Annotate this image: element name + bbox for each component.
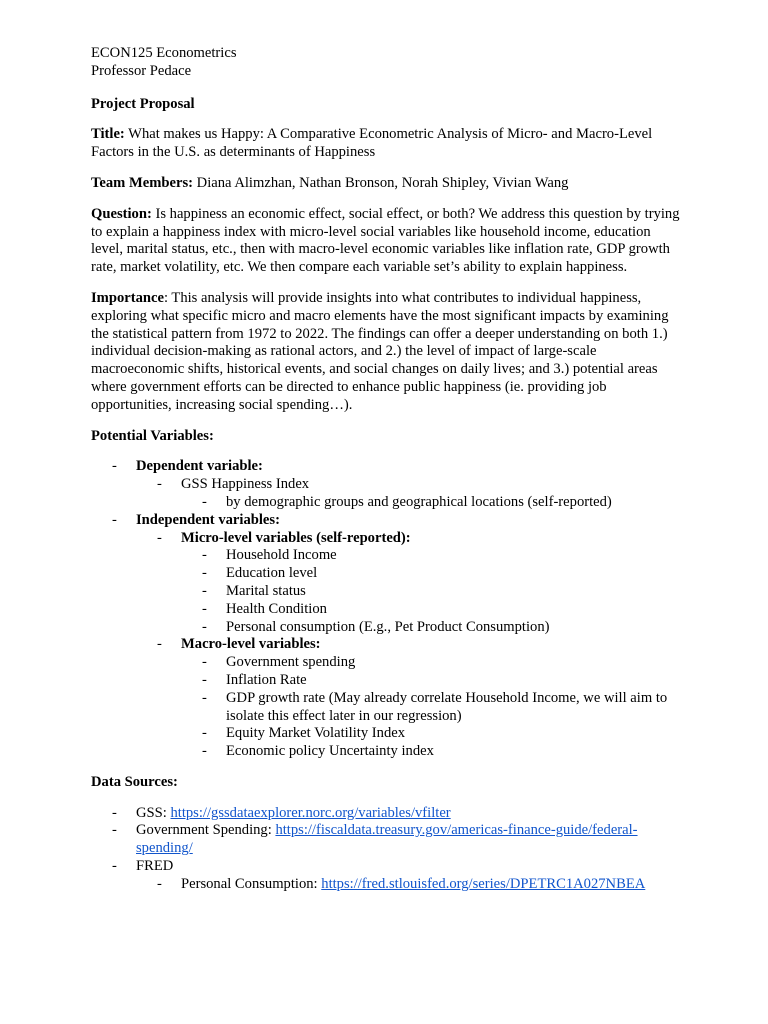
- question-label: Question:: [91, 205, 152, 222]
- list-item: [91, 458, 681, 476]
- micro-item: Marital status: [226, 582, 306, 599]
- professor-name: Professor Pedace: [91, 62, 192, 79]
- variables-heading: Potential Variables:: [91, 427, 214, 444]
- list-item: [91, 636, 681, 654]
- bullet-dash: -: [202, 743, 207, 760]
- team-paragraph: [91, 175, 681, 193]
- micro-item: Household Income: [226, 547, 337, 564]
- importance-label: Importance: [91, 289, 164, 306]
- list-item: [91, 476, 681, 494]
- list-item: [91, 690, 681, 726]
- bullet-dash: -: [202, 547, 207, 564]
- bullet-dash: -: [112, 822, 117, 839]
- list-item: [91, 725, 681, 743]
- macro-item: Government spending: [226, 654, 356, 671]
- bullet-dash: -: [202, 725, 207, 742]
- list-item: [91, 805, 681, 823]
- list-item: [91, 583, 681, 601]
- list-item: [91, 858, 681, 876]
- bullet-dash: -: [112, 511, 117, 528]
- bullet-dash: -: [157, 636, 162, 653]
- macro-item: Economic policy Uncertainty index: [226, 743, 434, 760]
- title-label: Title:: [91, 126, 125, 143]
- macro-item: Equity Market Volatility Index: [226, 725, 406, 742]
- list-item: [91, 565, 681, 583]
- micro-label: Micro-level variables (self-reported):: [181, 529, 411, 546]
- list-item: [91, 547, 681, 565]
- dependent-item: GSS Happiness Index: [181, 476, 310, 493]
- bullet-dash: -: [202, 582, 207, 599]
- micro-item: Personal consumption (E.g., Pet Product Consumption): [226, 618, 550, 635]
- bullet-dash: -: [202, 689, 207, 706]
- government-spending-link[interactable]: https://fiscaldata.treasury.gov/americas-finance-guide/federal-spending/: [136, 822, 638, 857]
- course-name: ECON125 Econometrics: [91, 45, 237, 61]
- list-item: [91, 601, 681, 619]
- question-text: Is happiness an economic effect, social effect, or both? We address this question by trying to explain a happiness index with micro-level social variables like household income, education level, marital status, etc., then with macro-level economic variables like inflation rate, GDP growth rate, market volatility, etc. We then compare each variable set’s ability to explain happiness.: [91, 205, 680, 276]
- bullet-dash: -: [157, 476, 162, 493]
- sources-list: [91, 805, 681, 894]
- list-item: [91, 743, 681, 761]
- macro-item: Inflation Rate: [226, 671, 307, 688]
- bullet-dash: -: [112, 858, 117, 875]
- question-paragraph: [91, 206, 681, 277]
- bullet-dash: -: [157, 529, 162, 546]
- macro-label: Macro-level variables:: [181, 636, 321, 653]
- gss-link[interactable]: https://gssdataexplorer.norc.org/variables/vfilter: [170, 804, 451, 821]
- document-body: [91, 45, 681, 894]
- fred-label: FRED: [136, 858, 174, 875]
- bullet-dash: -: [202, 565, 207, 582]
- list-item: [91, 654, 681, 672]
- bullet-dash: -: [202, 671, 207, 688]
- list-item: [91, 619, 681, 637]
- government-spending-label: Government Spending:: [136, 822, 276, 839]
- list-item: [91, 876, 681, 894]
- micro-item: Health Condition: [226, 600, 327, 617]
- team-label: Team Members:: [91, 174, 193, 191]
- variables-list: [91, 458, 681, 761]
- personal-consumption-label: Personal Consumption:: [181, 875, 322, 892]
- bullet-dash: -: [202, 654, 207, 671]
- title-paragraph: [91, 126, 681, 162]
- bullet-dash: -: [202, 618, 207, 635]
- document-heading: Project Proposal: [91, 95, 195, 112]
- title-text: What makes us Happy: A Comparative Econometric Analysis of Micro- and Macro-Level Factors in the U.S. as determinants of Happiness: [91, 126, 653, 161]
- independent-label: Independent variables:: [136, 511, 280, 528]
- bullet-dash: -: [202, 493, 207, 510]
- micro-item: Education level: [226, 565, 318, 582]
- team-text: Diana Alimzhan, Nathan Bronson, Norah Shipley, Vivian Wang: [193, 174, 569, 191]
- bullet-dash: -: [112, 458, 117, 475]
- bullet-dash: -: [112, 804, 117, 821]
- bullet-dash: -: [202, 600, 207, 617]
- list-item: [91, 512, 681, 530]
- list-item: [91, 672, 681, 690]
- dependent-sub-item: by demographic groups and geographical locations (self-reported): [226, 493, 612, 510]
- gss-label: GSS:: [136, 804, 171, 821]
- list-item: [91, 494, 681, 512]
- dependent-label: Dependent variable:: [136, 458, 263, 475]
- importance-paragraph: [91, 290, 681, 415]
- sources-heading: Data Sources:: [91, 773, 178, 790]
- personal-consumption-link[interactable]: https://fred.stlouisfed.org/series/DPETRC1A027NBEA: [321, 875, 646, 892]
- list-item: [91, 822, 681, 858]
- bullet-dash: -: [157, 875, 162, 892]
- importance-text: : This analysis will provide insights into what contributes to individual happiness, exploring what specific micro and macro elements have the most significant impacts by examining the statistical pattern from 1972 to 2022. The findings can offer a deeper understanding on both 1.) individual decision-making as rational actors, and 2.) the level of impact of large-scale macroeconomic shifts, historical events, and social changes on daily lives; and 3.) potential areas where government efforts can be directed to enhance public happiness (ie. providing job opportunities, increasing social spending…).: [91, 289, 669, 413]
- macro-item: GDP growth rate (May already correlate Household Income, we will aim to isolate this effect later in our regression): [226, 689, 668, 724]
- list-item: [91, 530, 681, 548]
